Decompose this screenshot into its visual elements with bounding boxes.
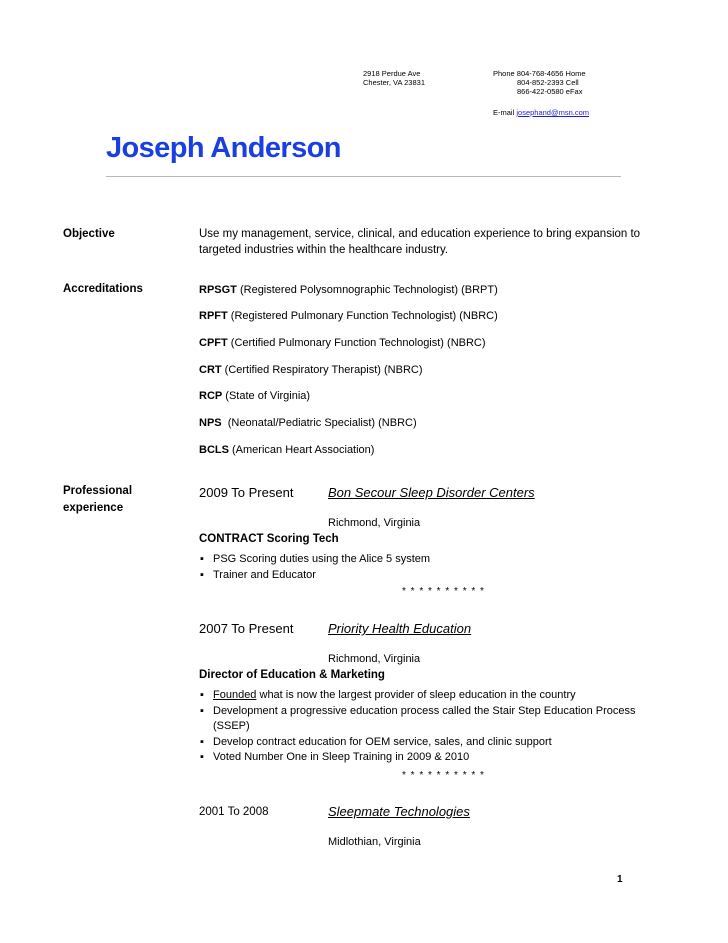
job-location: Richmond, Virginia — [328, 517, 421, 529]
job-dates: 2001 To 2008 — [199, 806, 269, 818]
page-number: 1 — [617, 874, 623, 885]
accreditations-heading: Accreditations — [63, 283, 143, 295]
job-location: Midlothian, Virginia — [328, 836, 421, 848]
email-line — [493, 108, 589, 117]
phone-block — [493, 69, 586, 96]
list-item: ▪ Development a progressive education process called the Stair Step Education Process (SSEP) — [199, 704, 661, 735]
accreditation-item: BCLS (American Heart Association) — [199, 444, 375, 456]
accreditation-item: RPSGT (Registered Polysomnographic Technologist) (BRPT) — [199, 284, 498, 296]
candidate-name: Joseph Anderson — [106, 132, 341, 164]
accreditation-item: NPS (Neonatal/Pediatric Specialist) (NBRC) — [199, 417, 417, 429]
name-divider — [106, 176, 621, 177]
section-separator: * * * * * * * * * * — [402, 770, 485, 781]
objective-text: Use my management, service, clinical, and education experience to bring expansion to targeted industries within the healthcare industry. — [199, 228, 641, 256]
job-company: Priority Health Education — [328, 621, 472, 636]
phone-efax: 866-422-0580 eFax — [517, 87, 583, 96]
address-line-1: 2918 Perdue Ave — [363, 69, 421, 78]
list-item: ▪ Voted Number One in Sleep Training in 2009 & 2010 — [199, 750, 661, 766]
address-block — [363, 69, 425, 87]
email-label: E-mail — [493, 108, 515, 117]
accreditation-item: CRT (Certified Respiratory Therapist) (NBRC) — [199, 364, 423, 376]
job-dates: 2007 To Present — [199, 621, 294, 636]
phone-home: Phone 804-768-4656 Home — [493, 69, 586, 78]
section-separator: * * * * * * * * * * — [402, 586, 485, 597]
address-line-2: Chester, VA 23831 — [363, 78, 425, 87]
job-location: Richmond, Virginia — [328, 653, 421, 665]
phone-cell: 804-852-2393 Cell — [517, 78, 579, 87]
accreditation-item: RPFT (Registered Pulmonary Function Technologist) (NBRC) — [199, 310, 498, 322]
job-title: Director of Education & Marketing — [199, 669, 385, 681]
list-item: ▪ Develop contract education for OEM service, sales, and clinic support — [199, 735, 661, 751]
list-item: ▪ Founded what is now the largest provider of sleep education in the country — [199, 688, 661, 704]
job-dates: 2009 To Present — [199, 485, 294, 500]
job-company: Sleepmate Technologies — [328, 804, 470, 819]
objective-heading: Objective — [63, 228, 115, 240]
email-link[interactable]: josephand@msn.com — [516, 108, 590, 117]
job-duties — [199, 552, 659, 583]
accreditation-item: RCP (State of Virginia) — [199, 390, 311, 402]
list-item: ▪ PSG Scoring duties using the Alice 5 system — [199, 552, 659, 568]
job-company: Bon Secour Sleep Disorder Centers — [328, 485, 535, 500]
accreditation-item: CPFT (Certified Pulmonary Function Technologist) (NBRC) — [199, 337, 486, 349]
list-item: ▪ Trainer and Educator — [199, 568, 659, 584]
experience-heading: Professional experience — [63, 485, 133, 514]
job-duties — [199, 688, 661, 766]
job-title: CONTRACT Scoring Tech — [199, 533, 339, 545]
